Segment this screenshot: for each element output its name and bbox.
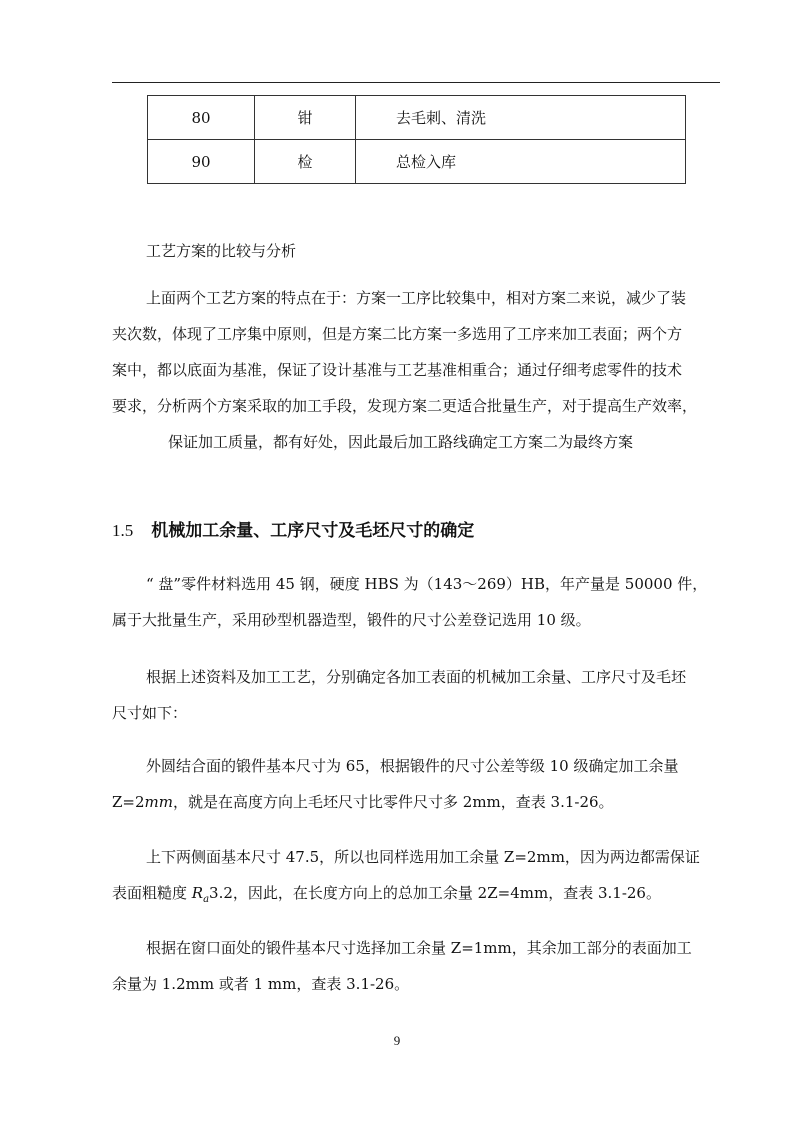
- table-cell-content: 去毛刺、清洗: [356, 96, 686, 140]
- table-cell-content: 总检入库: [356, 140, 686, 184]
- process-table: [147, 95, 686, 184]
- paragraph-line: 要求，分析两个方案采取的加工手段，发现方案二更适合批量生产，对于提高生产效率，: [112, 397, 698, 415]
- paragraph-side-faces: [112, 839, 720, 911]
- paragraph-line: 根据在窗口面处的锻件基本尺寸选择加工余量 Z=1mm，其余加工部分的表面加工: [146, 939, 692, 957]
- paragraph-basis: [112, 659, 720, 731]
- table-cell-type: 检: [255, 140, 356, 184]
- paragraph-line: 上面两个工艺方案的特点在于：方案一工序比较集中，相对方案二来说，减少了装: [146, 289, 687, 307]
- section-number: 1.5: [112, 521, 134, 540]
- subheading: [146, 233, 754, 269]
- paragraph-line: 保证加工质量，都有好处，因此最后加工路线确定工方案二为最终方案: [168, 433, 634, 451]
- paragraph-line: 上下两侧面基本尺寸 47.5，所以也同样选用加工余量 Z=2mm，因为两边都需保证: [146, 848, 700, 866]
- text-fragment: 3.2，因此，在长度方向上的总加工余量 2Z=4mm，查表 3.1-26。: [209, 884, 661, 902]
- paragraph-line: 属于大批量生产，采用砂型机器造型，锻件的尺寸公差登记选用 10 级。: [112, 611, 591, 629]
- paragraph-material: [112, 566, 720, 638]
- page-number: 9: [393, 1033, 401, 1048]
- paragraph-line: 余量为 1.2mm 或者 1 mm，查表 3.1-26。: [112, 975, 410, 993]
- paragraph-line: 夹次数，体现了工序集中原则，但是方案二比方案一多选用了工序来加工表面；两个方: [112, 325, 683, 343]
- section-title: 机械加工余量、工序尺寸及毛坯尺寸的确定: [151, 521, 475, 541]
- section-heading: [112, 516, 720, 546]
- paragraph-line: 根据上述资料及加工工艺，分别确定各加工表面的机械加工余量、工序尺寸及毛坯: [146, 668, 687, 686]
- subheading-text: 工艺方案的比较与分析: [146, 242, 297, 260]
- unit-italic: mm: [144, 793, 173, 811]
- table-row: [148, 140, 686, 184]
- table-row: [148, 96, 686, 140]
- paragraph-line: [112, 784, 720, 820]
- paragraph-line: 外圆结合面的锻件基本尺寸为 65，根据锻件的尺寸公差等级 10 级确定加工余量: [146, 757, 679, 775]
- paragraph-line: 案中，都以底面为基准，保证了设计基准与工艺基准相重合；通过仔细考虑零件的技术: [112, 361, 683, 379]
- table-cell-no: 90: [148, 140, 255, 184]
- table-cell-no: 80: [148, 96, 255, 140]
- paragraph-comparison: [112, 280, 720, 460]
- table-cell-type: 钳: [255, 96, 356, 140]
- text-fragment: Z=2: [112, 793, 145, 811]
- text-fragment: 表面粗糙度: [112, 884, 192, 902]
- paragraph-line: 尺寸如下：: [112, 704, 188, 722]
- roughness-symbol: R: [191, 884, 204, 902]
- paragraph-outer-circle: [112, 748, 720, 820]
- header-rule: [112, 82, 720, 83]
- paragraph-window: [112, 930, 720, 1002]
- paragraph-line: “ 盘”零件材料选用 45 钢，硬度 HBS 为（143～269）HB，年产量是 50000 件，: [146, 575, 708, 593]
- text-fragment: ，就是在高度方向上毛坯尺寸比零件尺寸多 2mm，查表 3.1-26。: [173, 793, 614, 811]
- roughness-subscript: a: [203, 894, 210, 905]
- paragraph-line: [112, 875, 720, 911]
